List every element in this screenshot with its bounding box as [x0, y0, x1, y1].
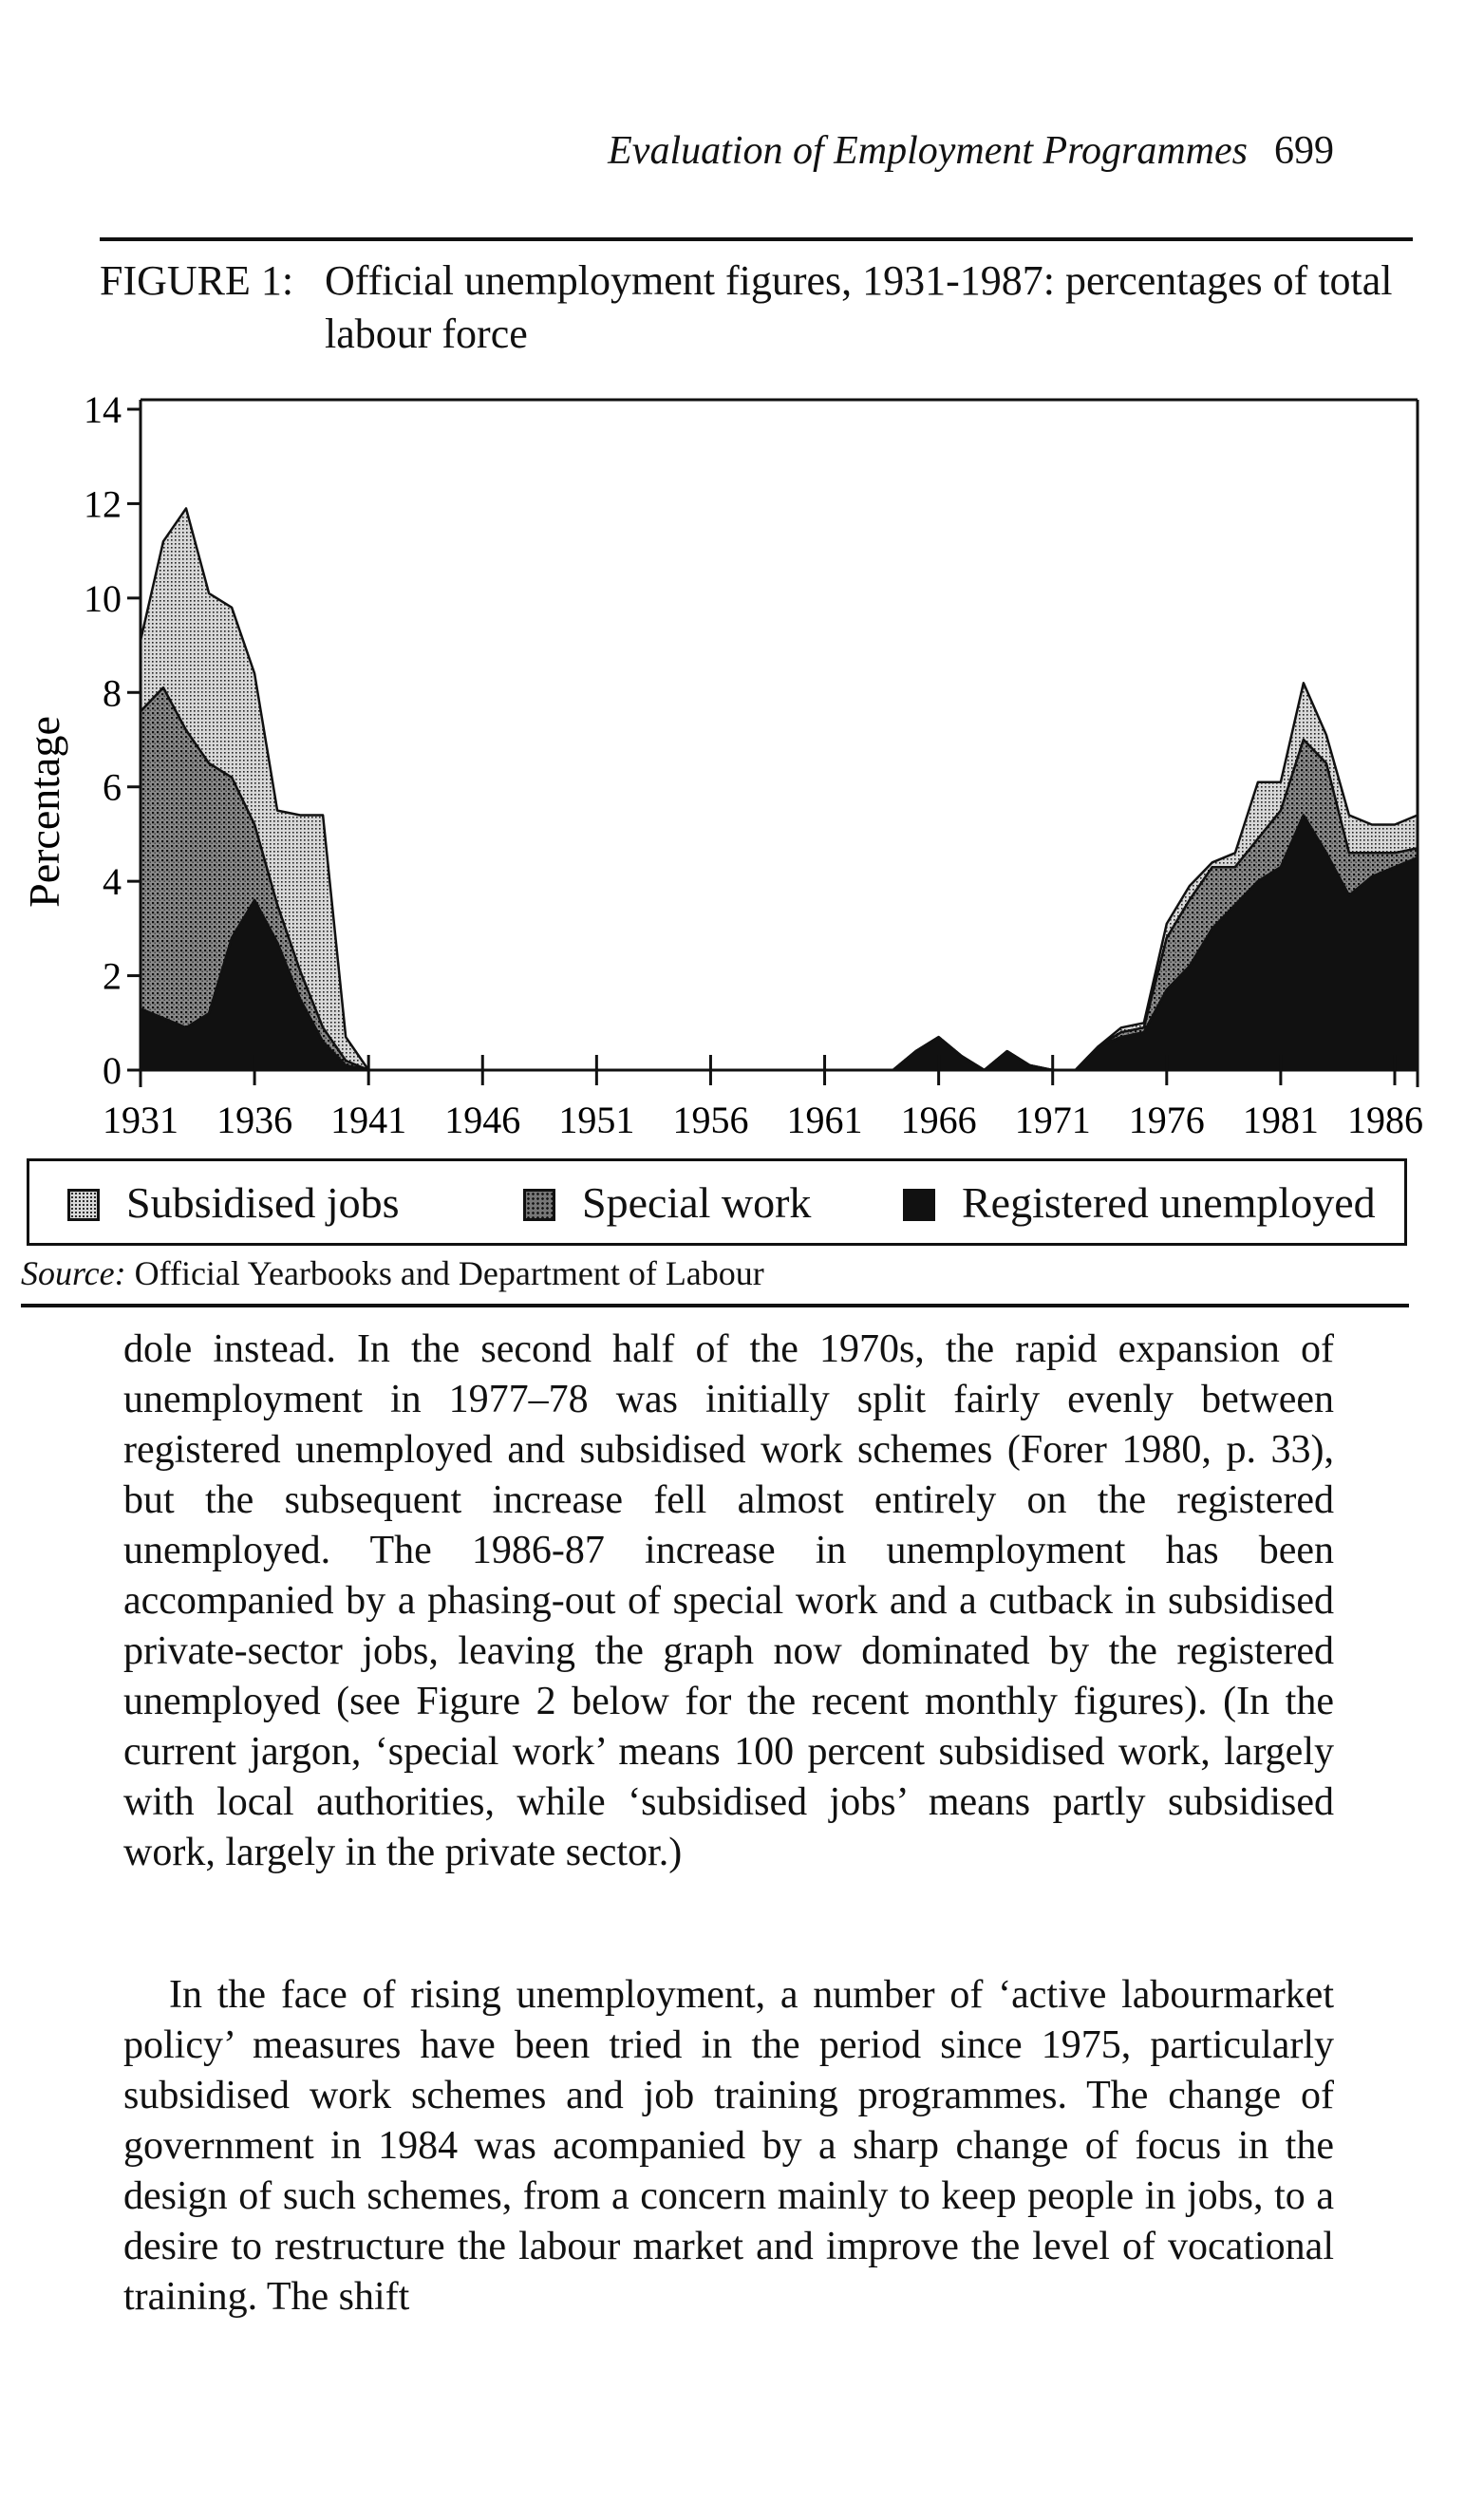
x-tick-label: 1951: [558, 1099, 635, 1141]
x-tick-label: 1931: [103, 1099, 178, 1141]
body-paragraph-1: dole instead. In the second half of the 1970s, the rapid expansion of unemployment in 1977–78 was initially split fairly evenly between registered unemployed and subsidised work schemes (Forer 1980, p. 33), but the subsequent increase fell almost entirely on the registered unemployed. The 1986-87 increase in unemployment has been accompanied by a phasing-out of special work and a cutback in subsidised private-sector jobs, leaving the graph now dominated by the registered unemployed (see Figure 2 below for the recent monthly figures). (In the current jargon, ‘special work’ means 100 percent subsidised work, largely with local authorities, while ‘subsidised jobs’ means partly subsidised work, largely in the private sector.): [123, 1327, 1334, 1874]
x-tick-label: 1936: [216, 1099, 293, 1141]
subsidised-swatch-icon: [67, 1189, 100, 1221]
registered-swatch-icon: [903, 1189, 935, 1221]
x-tick-label: 1946: [444, 1099, 521, 1141]
legend-label-special: Special work: [582, 1178, 812, 1227]
legend-item-subsidised: [67, 1178, 400, 1228]
figure-source: [21, 1253, 764, 1293]
legend-label-registered: Registered unemployed: [962, 1178, 1376, 1227]
x-tick-label: 1961: [786, 1099, 863, 1141]
x-tick-label: 1966: [900, 1099, 977, 1141]
legend-label-subsidised: Subsidised jobs: [126, 1178, 400, 1227]
y-tick-label: 12: [84, 482, 122, 526]
area-layer: [141, 508, 1418, 1070]
legend-item-special: [523, 1178, 811, 1228]
running-header-title: Evaluation of Employment Programmes: [608, 129, 1248, 173]
body-paragraph-2: In the face of rising unemployment, a number of ‘active labourmarket policy’ measures have been tried in the period since 1975, particularly subsidised work schemes and job training programmes. The change of government in 1984 was acompanied by a sharp change of focus in the design of such schemes, from a concern mainly to keep people in jobs, to a desire to restructure the labour market and improve the level of vocational training. The shift: [123, 1973, 1334, 2319]
special-swatch-icon: [523, 1189, 555, 1221]
x-tick-label: 1941: [330, 1099, 407, 1141]
figure-label: FIGURE 1:: [100, 257, 294, 304]
figure-caption-text: Official unemployment figures, 1931-1987: percentages of total labour force: [325, 257, 1393, 357]
y-tick-label: 4: [103, 860, 122, 904]
x-tick-label: 1956: [672, 1099, 749, 1141]
x-tick-label: 1981: [1242, 1099, 1319, 1141]
x-tick-label: 1971: [1014, 1099, 1091, 1141]
y-tick-label: 0: [103, 1049, 122, 1092]
y-tick-label: 8: [103, 671, 122, 715]
y-tick-label: 14: [84, 388, 122, 431]
source-text: Official Yearbooks and Department of Labour: [134, 1254, 764, 1292]
page-number: 699: [1274, 129, 1334, 173]
unemployment-chart: [0, 0, 1484, 1158]
y-tick-label: 10: [84, 576, 122, 620]
y-tick-label: 6: [103, 765, 122, 809]
x-tick-label: 1986: [1347, 1099, 1423, 1141]
y-tick-label: 2: [103, 954, 122, 998]
legend: [27, 1158, 1407, 1246]
bottom-rule: [21, 1304, 1409, 1307]
y-axis-title: Percentage: [20, 716, 68, 908]
legend-item-registered: [903, 1178, 1376, 1228]
source-label: Source:: [21, 1254, 126, 1292]
x-tick-label: 1976: [1128, 1099, 1205, 1141]
